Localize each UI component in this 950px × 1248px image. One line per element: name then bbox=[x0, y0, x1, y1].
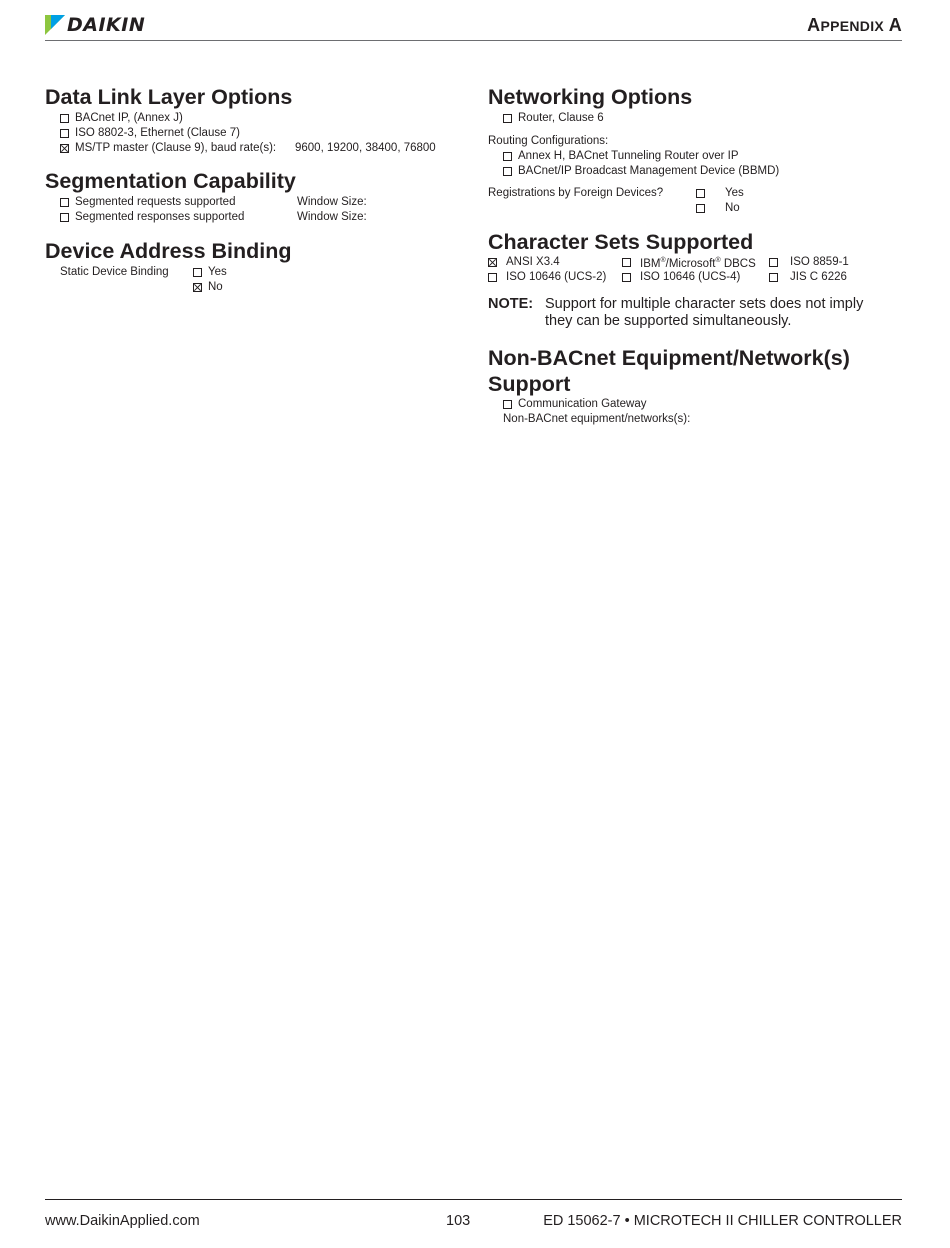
item-label: ISO 8859-1 bbox=[790, 256, 849, 268]
registered-mark: ® bbox=[715, 257, 721, 265]
checkbox-icon bbox=[769, 258, 778, 267]
charset-item bbox=[622, 255, 756, 270]
charset-item bbox=[622, 270, 740, 285]
checkbox-icon bbox=[696, 204, 705, 213]
item-label: ANSI X3.4 bbox=[506, 256, 560, 268]
charset-item bbox=[769, 270, 847, 285]
binding-option-no bbox=[193, 280, 227, 295]
registered-mark: ® bbox=[660, 257, 666, 265]
item-label: ISO 10646 (UCS-4) bbox=[640, 271, 741, 283]
routing-item bbox=[503, 164, 779, 179]
logo-wordmark: DAIKIN bbox=[67, 14, 146, 36]
option-label: Yes bbox=[725, 187, 744, 199]
note-line: they can be supported simultaneously. bbox=[545, 313, 792, 329]
option-label: No bbox=[208, 281, 223, 293]
option-label: Yes bbox=[208, 266, 227, 278]
appendix-letter: A bbox=[888, 15, 902, 35]
option-label: No bbox=[725, 202, 740, 214]
segmentation-list bbox=[60, 195, 367, 225]
checked-box-icon bbox=[60, 144, 69, 153]
item-label: BACnet/IP Broadcast Management Device (BBMD) bbox=[518, 165, 780, 177]
checkbox-icon bbox=[193, 268, 202, 277]
checkbox-icon bbox=[60, 129, 69, 138]
item-label: MS/TP master (Clause 9), baud rate(s): bbox=[75, 142, 277, 154]
checkbox-icon bbox=[60, 198, 69, 207]
label-part: IBM bbox=[640, 257, 661, 270]
label-part: /Microsoft bbox=[665, 257, 716, 270]
foreign-option-yes bbox=[696, 186, 744, 201]
daikin-logo bbox=[45, 14, 145, 36]
item-label: Communication Gateway bbox=[518, 398, 647, 410]
window-size-label: Window Size: bbox=[297, 196, 367, 208]
item-label: ISO 8802-3, Ethernet (Clause 7) bbox=[75, 127, 240, 139]
item-label: Annex H, BACnet Tunneling Router over IP bbox=[518, 150, 739, 162]
foreign-options bbox=[696, 186, 744, 216]
non-bacnet-title bbox=[488, 345, 850, 397]
data-link-title: Data Link Layer Options bbox=[45, 85, 293, 109]
networking-title: Networking Options bbox=[488, 85, 693, 109]
title-line: Support bbox=[488, 372, 571, 396]
item-label: Router, Clause 6 bbox=[518, 112, 604, 124]
item-label: Segmented responses supported bbox=[75, 211, 245, 223]
appendix-initial: A bbox=[807, 15, 821, 35]
data-link-item bbox=[60, 126, 450, 141]
data-link-item bbox=[60, 141, 450, 156]
checked-box-icon bbox=[488, 258, 497, 267]
footer-rule bbox=[45, 1199, 902, 1200]
note-line: Support for multiple character sets does not imply bbox=[545, 296, 864, 312]
checkbox-icon bbox=[60, 213, 69, 222]
charset-item bbox=[769, 255, 849, 270]
footer-doc-title: ED 15062-7 • MICROTECH II CHILLER CONTROLLER bbox=[543, 1213, 902, 1229]
daikin-triangle-icon bbox=[45, 15, 65, 35]
checkbox-icon bbox=[503, 400, 512, 409]
binding-option-yes bbox=[193, 265, 227, 280]
checked-box-icon bbox=[193, 283, 202, 292]
routing-item bbox=[503, 149, 779, 164]
title-line: Non-BACnet Equipment/Network(s) bbox=[488, 346, 850, 370]
charset-item bbox=[488, 255, 560, 270]
data-link-list bbox=[60, 111, 450, 156]
non-bacnet-equipment-label: Non-BACnet equipment/networks(s): bbox=[503, 413, 691, 425]
item-label: JIS C 6226 bbox=[790, 271, 847, 283]
checkbox-icon bbox=[769, 273, 778, 282]
segmentation-item bbox=[60, 210, 367, 225]
foreign-option-no bbox=[696, 201, 744, 216]
routing-list bbox=[503, 149, 779, 179]
checkbox-icon bbox=[696, 189, 705, 198]
charsets-title: Character Sets Supported bbox=[488, 230, 754, 254]
header-rule bbox=[45, 40, 902, 41]
routing-label: Routing Configurations: bbox=[488, 135, 609, 147]
note-label: NOTE: bbox=[488, 296, 534, 312]
static-binding-label: Static Device Binding bbox=[60, 266, 169, 278]
item-label: BACnet IP, (Annex J) bbox=[75, 112, 183, 124]
checkbox-icon bbox=[622, 273, 631, 282]
data-link-item bbox=[60, 111, 450, 126]
gateway-item bbox=[503, 397, 646, 412]
charset-item bbox=[488, 270, 606, 285]
checkbox-icon bbox=[488, 273, 497, 282]
segmentation-item bbox=[60, 195, 367, 210]
segmentation-title: Segmentation Capability bbox=[45, 169, 296, 193]
binding-title: Device Address Binding bbox=[45, 239, 292, 263]
note-text bbox=[545, 296, 863, 330]
appendix-heading bbox=[807, 15, 902, 36]
footer-website[interactable]: www.DaikinApplied.com bbox=[45, 1213, 200, 1229]
item-label: ISO 10646 (UCS-2) bbox=[506, 271, 607, 283]
foreign-devices-label: Registrations by Foreign Devices? bbox=[488, 187, 664, 199]
appendix-rest: PPENDIX bbox=[820, 18, 885, 34]
checkbox-icon bbox=[503, 167, 512, 176]
item-label: Segmented requests supported bbox=[75, 196, 236, 208]
binding-options bbox=[193, 265, 227, 295]
router-item bbox=[503, 111, 604, 126]
checkbox-icon bbox=[503, 114, 512, 123]
checkbox-icon bbox=[622, 258, 631, 267]
page-number: 103 bbox=[446, 1213, 471, 1229]
checkbox-icon bbox=[60, 114, 69, 123]
label-part: DBCS bbox=[720, 257, 756, 270]
checkbox-icon bbox=[503, 152, 512, 161]
window-size-label: Window Size: bbox=[297, 211, 367, 223]
baud-rates-value: 9600, 19200, 38400, 76800 bbox=[295, 142, 436, 154]
